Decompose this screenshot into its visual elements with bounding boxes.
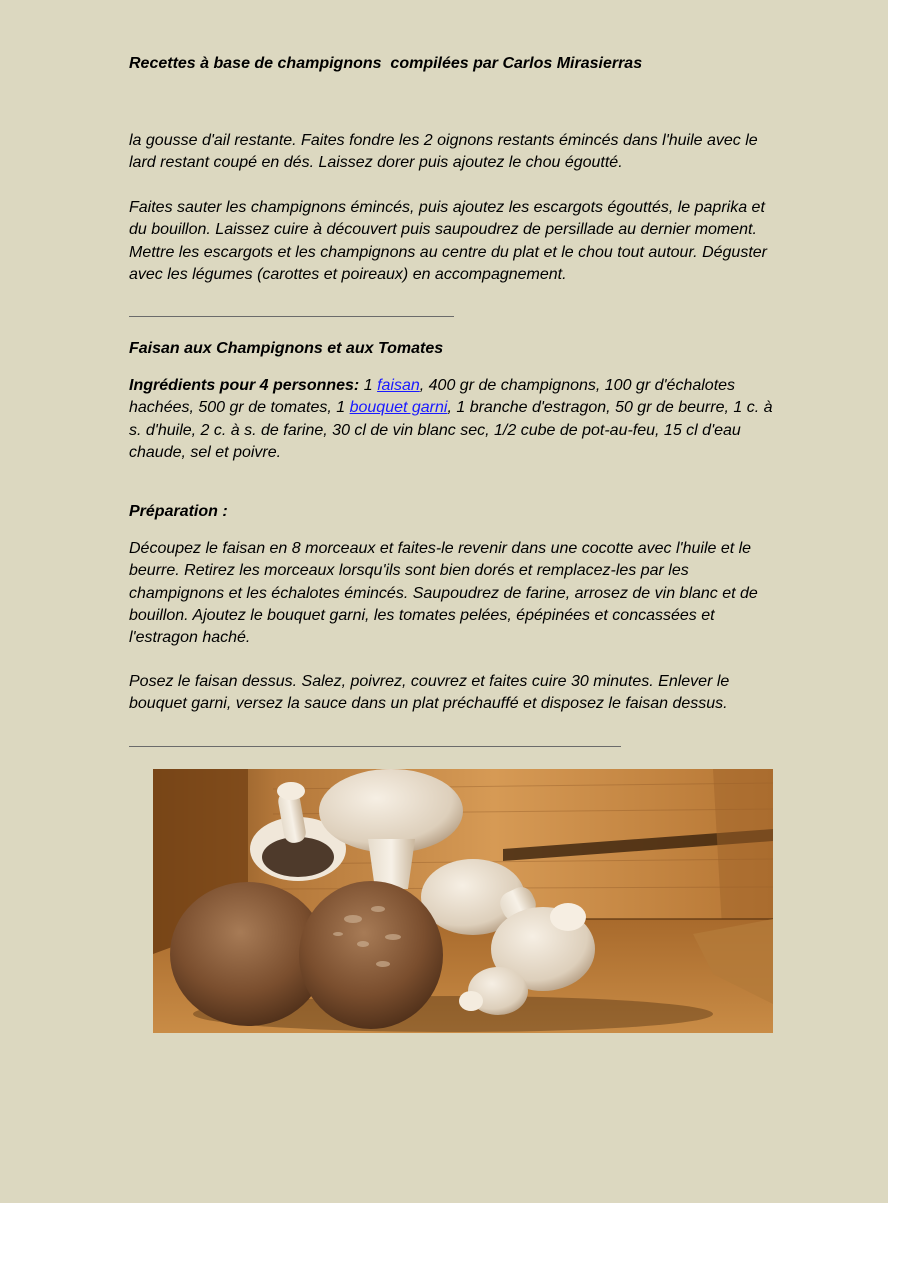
- ingredients-text-2: , 400 gr de champignons, 100 gr d'échalotes hachées, 500 gr de tomates, 1: [129, 377, 736, 417]
- ingredients-label: Ingrédients pour 4 personnes:: [129, 377, 360, 394]
- bouquet-garni-link[interactable]: bouquet garni: [349, 399, 448, 417]
- section-divider-2: [129, 746, 621, 747]
- faisan-link[interactable]: faisan: [377, 377, 420, 394]
- ingredients-text-3: , 1 branche d'estragon, 50 gr de beurre, 1 c. à s. d'huile, 2 c. à s. de farine, 30 cl de vin blanc sec, 1/2 cube de pot-au-feu, 15 cl d'eau chaude, sel et poivre.: [129, 399, 773, 461]
- preparation-paragraph-1: Découpez le faisan en 8 morceaux et faites-le revenir dans une cocotte avec l'huile et le beurre. Retirez les morceaux lorsqu'ils sont bien dorés et remplacez-les par les champignons et les échalotes émincés. Saupoudrez de farine, arrosez de vin blanc et de bouillon. Ajoutez le bouquet garni, les tomates pelées, épépinées et concassées et l'estragon haché.: [129, 540, 758, 647]
- preparation-paragraph-2: Posez le faisan dessus. Salez, poivrez, couvrez et faites cuire 30 minutes. Enlever le bouquet garni, versez la sauce dans un plat préchauffé et disposez le faisan dessus.: [129, 673, 730, 713]
- recipe2-title: Faisan aux Champignons et aux Tomates: [129, 340, 444, 357]
- section-divider-1: [129, 316, 454, 317]
- preparation-title: Préparation :: [129, 503, 228, 520]
- document-header-title: Recettes à base de champignons compilées par Carlos Mirasierras: [129, 55, 643, 72]
- recipe1-paragraph-1: la gousse d'ail restante. Faites fondre les 2 oignons restants émincés dans l'huile avec le lard restant coupé en dés. Laissez dorer puis ajoutez le chou égoutté.: [129, 132, 758, 172]
- mushrooms-photo: [153, 769, 773, 1033]
- recipe1-paragraph-2: Faites sauter les champignons émincés, puis ajoutez les escargots égouttés, le paprika et du bouillon. Laissez cuire à découvert puis saupoudrez de persillade au dernier moment. Mettre les escargots et les champignons au centre du plat et le chou tout autour. Déguster avec les légumes (carottes et poireaux) en accompagnement.: [129, 199, 767, 283]
- recipe2-ingredients: [129, 375, 779, 464]
- ingredients-text-1: 1: [359, 377, 378, 394]
